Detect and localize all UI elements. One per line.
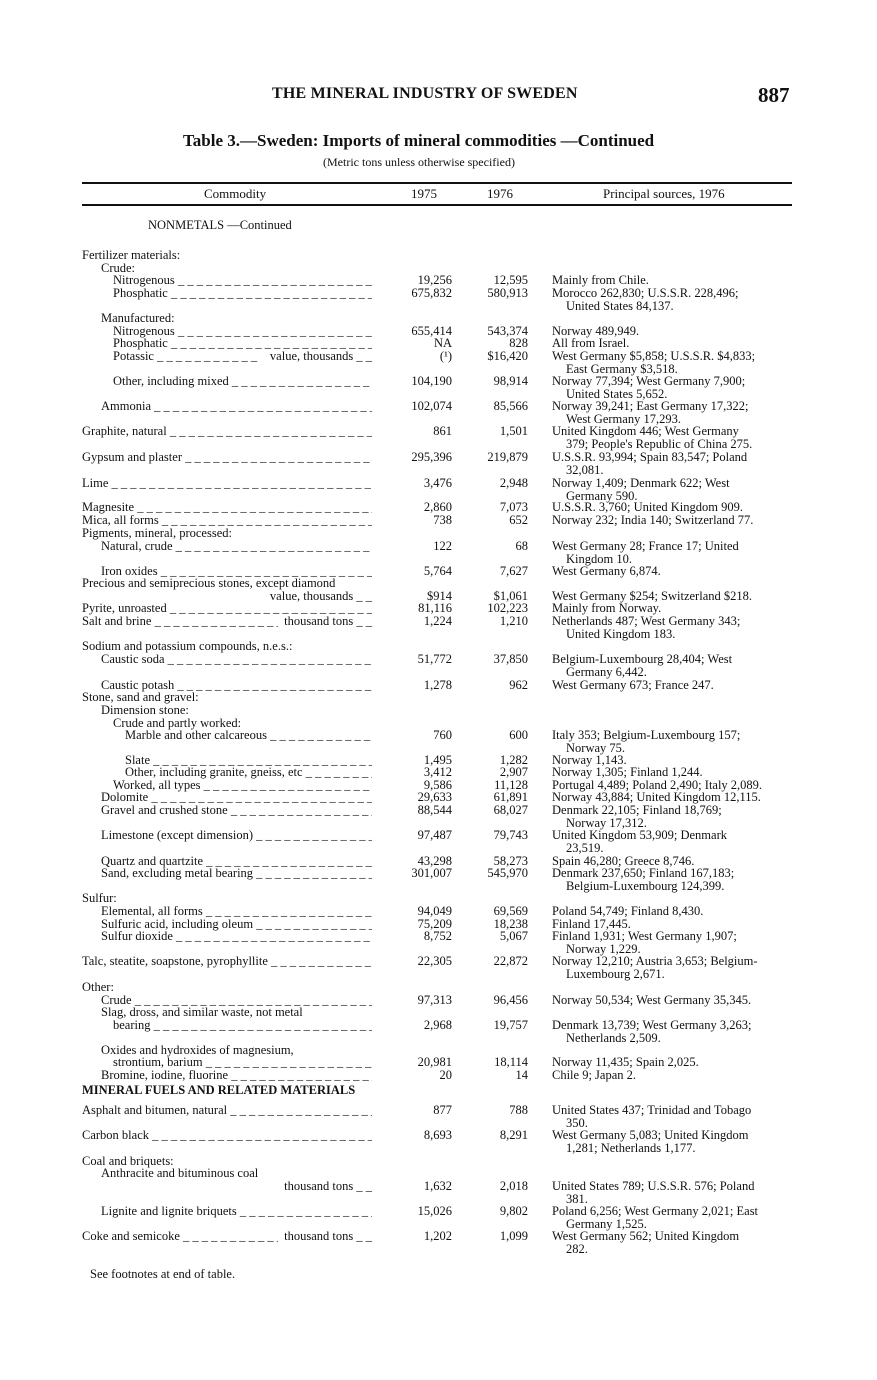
commodity-label: Lime _ _ _ (82, 477, 372, 490)
commodity-label: Talc, steatite, soapstone, pyrophyllite _ _ _ (82, 955, 372, 968)
commodity-label: Graphite, natural _ _ _ (82, 425, 372, 438)
source-line: West Germany 673; France 247. (552, 678, 714, 692)
principal-sources (552, 1205, 797, 1230)
principal-sources (552, 514, 797, 527)
source-line: West Germany 562; United Kingdom (552, 1229, 740, 1243)
source-line: Norway 1,305; Finland 1,244. (552, 765, 703, 779)
value-1976: 545,970 (487, 866, 528, 880)
unit-note: thousand tons _ _ (284, 1179, 372, 1193)
value-1975: 20,981 (417, 1055, 452, 1069)
value-1975: 675,832 (411, 286, 452, 300)
value-1976: 543,374 (487, 324, 528, 338)
principal-sources (552, 602, 797, 615)
commodity-label: Other: (82, 981, 114, 994)
commodity-label: Stone, sand and gravel: (82, 691, 199, 704)
source-line: Italy 353; Belgium-Luxembourg 157; (552, 728, 741, 742)
source-line: Finland 17,445. (552, 917, 631, 931)
column-header-commodity: Commodity (204, 186, 267, 201)
commodity-label: Crude _ _ _ (101, 994, 372, 1007)
source-line: 282. (566, 1241, 588, 1256)
value-1975: 19,256 (417, 273, 452, 287)
source-line: Norway 12,210; Austria 3,653; Belgium- (552, 954, 758, 968)
value-1975: (¹) (439, 349, 452, 363)
commodity-label: Gravel and crushed stone _ _ _ (101, 804, 372, 817)
commodity-label: Potassic _ _ _ (113, 350, 258, 363)
source-line: 381. (566, 1191, 588, 1206)
commodity-label: Nitrogenous _ _ _ (113, 325, 372, 338)
principal-sources (552, 565, 797, 578)
commodity-label: Salt and brine _ _ _ (82, 615, 278, 628)
commodity-label: Asphalt and bitumen, natural _ _ _ (82, 1104, 372, 1117)
value-1976: 58,273 (493, 854, 528, 868)
commodity-label: Elemental, all forms _ _ _ (101, 905, 372, 918)
commodity-label: Caustic potash _ _ _ (101, 679, 372, 692)
value-1976: 18,114 (494, 1055, 528, 1069)
source-line: East Germany $3,518. (566, 361, 678, 376)
commodity-label: Sodium and potassium compounds, n.e.s.: (82, 640, 293, 653)
unit-note: thousand tons _ _ (284, 614, 372, 628)
commodity-label: Bromine, iodine, fluorine _ _ _ (101, 1069, 372, 1082)
principal-sources (552, 540, 797, 565)
value-1975: 51,772 (417, 652, 452, 666)
unit-note: value, thousands _ _ (269, 349, 372, 363)
value-1975: 122 (433, 539, 452, 553)
value-1975: 22,305 (417, 954, 452, 968)
source-line: West Germany 5,083; United Kingdom (552, 1128, 749, 1142)
commodity-label: Other, including mixed _ _ _ (113, 375, 372, 388)
value-1975: 295,396 (411, 450, 452, 464)
value-1975: NA (433, 336, 452, 350)
value-1976: 5,067 (499, 929, 528, 943)
source-line: Norway 39,241; East Germany 17,322; (552, 399, 749, 413)
value-1975: 1,632 (423, 1179, 452, 1193)
value-1975: 760 (433, 728, 452, 742)
source-line: United States 84,137. (566, 298, 674, 313)
source-line: Norway 43,884; United Kingdom 12,115. (552, 790, 761, 804)
principal-sources (552, 400, 797, 425)
value-1975: 3,412 (423, 765, 452, 779)
commodity-label: Natural, crude _ _ _ (101, 540, 372, 553)
commodity-label: Sand, excluding metal bearing _ _ _ (101, 867, 372, 880)
source-line: 1,281; Netherlands 1,177. (566, 1140, 696, 1155)
source-line: Kingdom 10. (566, 551, 632, 566)
commodity-label: Lignite and lignite briquets _ _ _ (101, 1205, 372, 1218)
table-title: Table 3.—Sweden: Imports of mineral commodities —Continued (183, 131, 655, 150)
commodity-label: Anthracite and bituminous coal (101, 1167, 259, 1180)
principal-sources (552, 766, 797, 779)
value-1975: $914 (427, 589, 452, 603)
value-1976: 85,566 (493, 399, 528, 413)
source-line: Poland 6,256; West Germany 2,021; East (552, 1204, 759, 1218)
value-1975: 9,586 (423, 778, 452, 792)
value-1975: 5,764 (423, 564, 452, 578)
principal-sources (552, 1129, 797, 1154)
value-1976: 12,595 (493, 273, 528, 287)
value-1975: 81,116 (418, 601, 452, 615)
source-line: Norway 1,143. (552, 753, 627, 767)
source-line: United Kingdom 53,909; Denmark (552, 828, 727, 842)
commodity-label: strontium, barium _ _ _ (113, 1056, 372, 1069)
principal-sources (552, 477, 797, 502)
source-line: Spain 46,280; Greece 8,746. (552, 854, 695, 868)
value-1976: $16,420 (487, 349, 528, 363)
value-1976: 8,291 (499, 1128, 528, 1142)
commodity-label: Slag, dross, and similar waste, not metal (101, 1006, 303, 1019)
principal-sources (552, 425, 797, 450)
value-1976: 18,238 (493, 917, 528, 931)
principal-sources (552, 337, 797, 350)
source-line: United Kingdom 446; West Germany (552, 424, 739, 438)
principal-sources (552, 350, 797, 375)
source-line: Portugal 4,489; Poland 2,490; Italy 2,089. (552, 778, 763, 792)
source-line: Mainly from Chile. (552, 273, 649, 287)
commodity-label: Phosphatic _ _ _ (113, 287, 372, 300)
source-line: 379; People's Republic of China 275. (566, 436, 753, 451)
value-1975: 2,968 (423, 1018, 452, 1032)
value-1975: 2,860 (423, 500, 452, 514)
source-line: U.S.S.R. 93,994; Spain 83,547; Poland (552, 450, 748, 464)
commodity-label: Limestone (except dimension) _ _ _ (101, 829, 372, 842)
value-1975: 301,007 (411, 866, 452, 880)
commodity-label: Manufactured: (101, 312, 175, 325)
source-line: Norway 77,394; West Germany 7,900; (552, 374, 746, 388)
principal-sources (552, 829, 797, 854)
commodity-label: Sulfur dioxide _ _ _ (101, 930, 372, 943)
value-1975: 97,313 (417, 993, 452, 1007)
value-1975: 102,074 (411, 399, 452, 413)
source-line: Germany 1,525. (566, 1216, 647, 1231)
value-1975: 738 (433, 513, 452, 527)
commodity-label: Marble and other calcareous _ _ _ (125, 729, 372, 742)
unit-note: value, thousands _ _ (269, 589, 372, 603)
value-1976: 828 (509, 336, 528, 350)
source-line: Denmark 22,105; Finland 18,769; (552, 803, 722, 817)
commodity-label: Other, including granite, gneiss, etc _ _ _ (125, 766, 372, 779)
commodity-label: Crude: (101, 262, 136, 275)
value-1976: 2,018 (499, 1179, 528, 1193)
principal-sources (552, 955, 797, 980)
commodity-label: Worked, all types _ _ _ (113, 779, 372, 792)
column-header-1975: 1975 (411, 186, 437, 201)
value-1975: 1,495 (423, 753, 452, 767)
value-1976: 580,913 (487, 286, 528, 300)
unit-note: thousand tons _ _ (284, 1229, 372, 1243)
principal-sources (552, 1069, 797, 1082)
value-1976: 7,073 (499, 500, 528, 514)
commodity-label: Quartz and quartzite _ _ _ (101, 855, 372, 868)
principal-sources (552, 905, 797, 918)
value-1976: 102,223 (487, 601, 528, 615)
source-line: West Germany $5,858; U.S.S.R. $4,833; (552, 349, 756, 363)
table-subtitle: (Metric tons unless otherwise specified) (323, 155, 515, 169)
value-1975: 861 (433, 424, 452, 438)
commodity-label: Carbon black _ _ _ (82, 1129, 372, 1142)
value-1976: 22,872 (493, 954, 528, 968)
source-line: Germany 590. (566, 488, 638, 503)
value-1975: 29,633 (417, 790, 452, 804)
principal-sources (552, 679, 797, 692)
principal-sources (552, 287, 797, 312)
commodity-label: Dolomite _ _ _ (101, 791, 372, 804)
value-1976: 1,099 (499, 1229, 528, 1243)
value-1975: 3,476 (423, 476, 452, 490)
value-1976: 7,627 (499, 564, 528, 578)
source-line: Denmark 13,739; West Germany 3,263; (552, 1018, 752, 1032)
source-line: Norway 11,435; Spain 2,025. (552, 1055, 699, 1069)
source-line: Luxembourg 2,671. (566, 966, 665, 981)
source-line: Norway 1,229. (566, 941, 641, 956)
value-1976: 2,948 (499, 476, 528, 490)
value-1976: 652 (509, 513, 528, 527)
value-1975: 94,049 (417, 904, 452, 918)
principal-sources (552, 1230, 797, 1255)
source-line: Norway 75. (566, 740, 626, 755)
source-line: West Germany $254; Switzerland $218. (552, 589, 752, 603)
value-1975: 877 (433, 1103, 452, 1117)
running-title: THE MINERAL INDUSTRY OF SWEDEN (272, 85, 578, 102)
value-1975: 15,026 (417, 1204, 452, 1218)
value-1976: 37,850 (493, 652, 528, 666)
value-1975: 1,224 (423, 614, 452, 628)
source-line: U.S.S.R. 3,760; United Kingdom 909. (552, 500, 743, 514)
source-line: Germany 6,442. (566, 664, 647, 679)
value-1976: 98,914 (493, 374, 528, 388)
source-line: Finland 1,931; West Germany 1,907; (552, 929, 737, 943)
value-1976: 68 (515, 539, 528, 553)
value-1976: 69,569 (493, 904, 528, 918)
value-1975: 20 (439, 1068, 452, 1082)
value-1976: 9,802 (499, 1204, 528, 1218)
source-line: Norway 232; India 140; Switzerland 77. (552, 513, 754, 527)
principal-sources (552, 653, 797, 678)
principal-sources (552, 375, 797, 400)
source-line: West Germany 6,874. (552, 564, 661, 578)
source-line: 350. (566, 1115, 588, 1130)
commodity-label: Phosphatic _ _ _ (113, 337, 372, 350)
section-heading: MINERAL FUELS AND RELATED MATERIALS (82, 1084, 356, 1097)
principal-sources (552, 1104, 797, 1129)
value-1976: 1,501 (499, 424, 528, 438)
column-header-1976: 1976 (487, 186, 513, 201)
value-1975: 1,278 (423, 678, 452, 692)
source-line: Norway 489,949. (552, 324, 640, 338)
source-line: Netherlands 487; West Germany 343; (552, 614, 741, 628)
source-line: West Germany 28; France 17; United (552, 539, 739, 553)
source-line: 32,081. (566, 462, 604, 477)
source-line: West Germany 17,293. (566, 411, 681, 426)
value-1976: 96,456 (493, 993, 528, 1007)
principal-sources (552, 867, 797, 892)
column-header-sources: Principal sources, 1976 (603, 186, 725, 201)
value-1976: 14 (515, 1068, 528, 1082)
principal-sources (552, 274, 797, 287)
source-line: 23,519. (566, 840, 604, 855)
source-line: All from Israel. (552, 336, 630, 350)
commodity-label: Coke and semicoke _ _ _ (82, 1230, 278, 1243)
source-line: Chile 9; Japan 2. (552, 1068, 637, 1082)
value-1976: 79,743 (493, 828, 528, 842)
principal-sources (552, 501, 797, 514)
value-1975: 88,544 (417, 803, 452, 817)
source-line: United Kingdom 183. (566, 626, 676, 641)
value-1975: 1,202 (423, 1229, 452, 1243)
value-1975: 75,209 (417, 917, 452, 931)
value-1975: 8,693 (423, 1128, 452, 1142)
value-1976: 788 (509, 1103, 528, 1117)
source-line: Belgium-Luxembourg 28,404; West (552, 652, 733, 666)
source-line: Netherlands 2,509. (566, 1030, 661, 1045)
commodity-label: Oxides and hydroxides of magnesium, (101, 1044, 294, 1057)
source-line: Norway 1,409; Denmark 622; West (552, 476, 730, 490)
commodity-label: Dimension stone: (101, 704, 189, 717)
value-1976: 962 (509, 678, 528, 692)
value-1975: 43,298 (417, 854, 452, 868)
commodity-label: Caustic soda _ _ _ (101, 653, 372, 666)
commodity-label: Nitrogenous _ _ _ (113, 274, 372, 287)
source-line: Belgium-Luxembourg 124,399. (566, 878, 725, 893)
commodity-label: Ammonia _ _ _ (101, 400, 372, 413)
source-line: United States 5,652. (566, 386, 668, 401)
value-1976: 68,027 (493, 803, 528, 817)
source-line: Norway 50,534; West Germany 35,345. (552, 993, 752, 1007)
commodity-label: bearing _ _ _ (113, 1019, 372, 1032)
principal-sources (552, 1056, 797, 1069)
principal-sources (552, 451, 797, 476)
value-1976: 61,891 (493, 790, 528, 804)
commodity-label: Slate _ _ _ (125, 754, 372, 767)
value-1976: 1,282 (499, 753, 528, 767)
source-line: Poland 54,749; Finland 8,430. (552, 904, 704, 918)
value-1976: 11,128 (494, 778, 528, 792)
value-1975: 8,752 (423, 929, 452, 943)
value-1976: 1,210 (499, 614, 528, 628)
commodity-label: Crude and partly worked: (113, 717, 242, 730)
source-line: Mainly from Norway. (552, 601, 662, 615)
commodity-label: Coal and briquets: (82, 1155, 174, 1168)
commodity-label: Sulfur: (82, 892, 117, 905)
principal-sources (552, 804, 797, 829)
value-1975: 104,190 (411, 374, 452, 388)
value-1975: 655,414 (411, 324, 452, 338)
principal-sources (552, 930, 797, 955)
value-1976: $1,061 (493, 589, 528, 603)
commodity-label: Sulfuric acid, including oleum _ _ _ (101, 918, 372, 931)
source-line: Norway 17,312. (566, 815, 647, 830)
principal-sources (552, 791, 797, 804)
page-number: 887 (758, 83, 790, 107)
commodity-label: Gypsum and plaster _ _ _ (82, 451, 372, 464)
source-line: Denmark 237,650; Finland 167,183; (552, 866, 735, 880)
principal-sources (552, 1019, 797, 1044)
commodity-label: Magnesite _ _ _ (82, 501, 372, 514)
commodity-label: Iron oxides _ _ _ (101, 565, 372, 578)
principal-sources (552, 615, 797, 640)
value-1976: 219,879 (487, 450, 528, 464)
commodity-label: Fertilizer materials: (82, 249, 181, 262)
value-1976: 600 (509, 728, 528, 742)
value-1976: 19,757 (493, 1018, 528, 1032)
commodity-label: Pyrite, unroasted _ _ _ (82, 602, 372, 615)
source-line: Morocco 262,830; U.S.S.R. 228,496; (552, 286, 739, 300)
commodity-label: Mica, all forms _ _ _ (82, 514, 372, 527)
value-1975: 97,487 (417, 828, 452, 842)
principal-sources (552, 729, 797, 754)
commodity-label: Precious and semiprecious stones, except diamond (82, 577, 336, 590)
principal-sources (552, 1180, 797, 1205)
section-heading: NONMETALS —Continued (148, 219, 292, 232)
value-1976: 2,907 (499, 765, 528, 779)
commodity-label: Pigments, mineral, processed: (82, 527, 232, 540)
source-line: United States 789; U.S.S.R. 576; Poland (552, 1179, 755, 1193)
source-line: United States 437; Trinidad and Tobago (552, 1103, 752, 1117)
principal-sources (552, 994, 797, 1007)
footnote-reference: See footnotes at end of table. (90, 1267, 236, 1281)
